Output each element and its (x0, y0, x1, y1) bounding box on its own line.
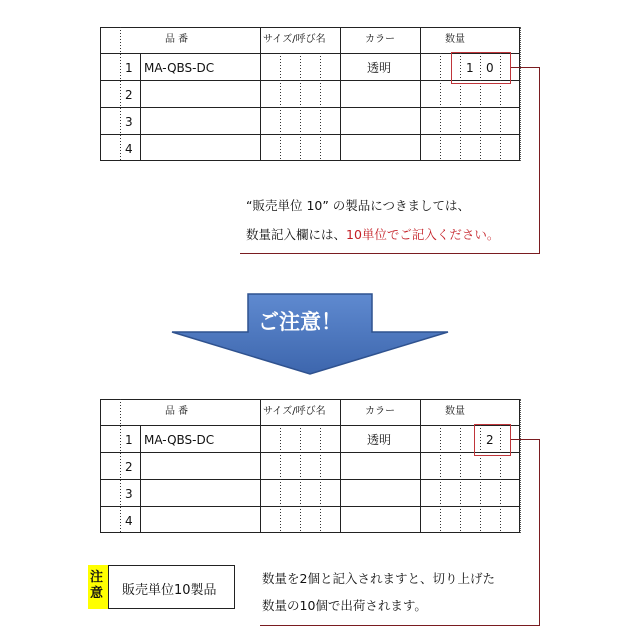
row-number: 3 (125, 115, 133, 129)
qty-digit[interactable]: 2 (486, 433, 494, 447)
header-size: サイズ/呼び名 (263, 34, 326, 45)
row-number: 4 (125, 142, 133, 156)
header-color: カラー (365, 406, 395, 417)
order-form-bottom (100, 399, 520, 533)
note-line-2 (246, 227, 499, 243)
note-line-1: “販売単位 10” の製品につきましては、 (246, 198, 471, 213)
header-color: カラー (365, 34, 395, 45)
header-qty: 数量 (445, 34, 465, 45)
leader-line (539, 439, 540, 625)
row-number: 3 (125, 487, 133, 501)
note2-line-1: 数量を2個と記入されますと、切り上げた (262, 571, 495, 586)
caution-badge (88, 565, 235, 609)
row-number: 1 (125, 61, 133, 75)
row-number: 2 (125, 460, 133, 474)
qty-digit[interactable]: 1 (466, 61, 474, 75)
color-cell[interactable]: 透明 (367, 433, 392, 447)
leader-line (260, 625, 540, 626)
header-size: サイズ/呼び名 (263, 406, 326, 417)
row-number: 4 (125, 514, 133, 528)
header-part-no: 品 番 (165, 34, 189, 45)
part-number-cell[interactable]: MA-QBS-DC (144, 433, 215, 447)
note-emphasis: 10単位でご記入ください。 (346, 227, 500, 242)
leader-line (240, 253, 540, 254)
form-grid (100, 27, 520, 161)
header-part-no: 品 番 (165, 406, 189, 417)
note2-line-2: 数量の10個で出荷されます。 (262, 598, 427, 613)
part-number-cell[interactable]: MA-QBS-DC (144, 61, 215, 75)
row-number: 1 (125, 433, 133, 447)
order-form-top (100, 27, 520, 161)
form-grid (100, 399, 520, 533)
badge-tag (88, 565, 109, 609)
qty-highlight-box (451, 52, 511, 84)
warning-label: ご注意！ (258, 310, 342, 334)
badge-tag-char: 注 (90, 570, 104, 585)
color-cell[interactable]: 透明 (367, 61, 392, 75)
leader-line (511, 67, 539, 68)
qty-digit[interactable]: 0 (486, 61, 494, 75)
badge-tag-char: 意 (90, 586, 104, 601)
form-continuation-dots (520, 399, 522, 533)
leader-line (539, 67, 540, 253)
row-number: 2 (125, 88, 133, 102)
leader-line (511, 439, 539, 440)
note-text: 数量記入欄には、 (246, 227, 347, 242)
header-qty: 数量 (445, 406, 465, 417)
badge-text: 販売単位10製品 (122, 583, 217, 598)
form-continuation-dots (520, 27, 522, 161)
qty-highlight-box (474, 424, 511, 456)
